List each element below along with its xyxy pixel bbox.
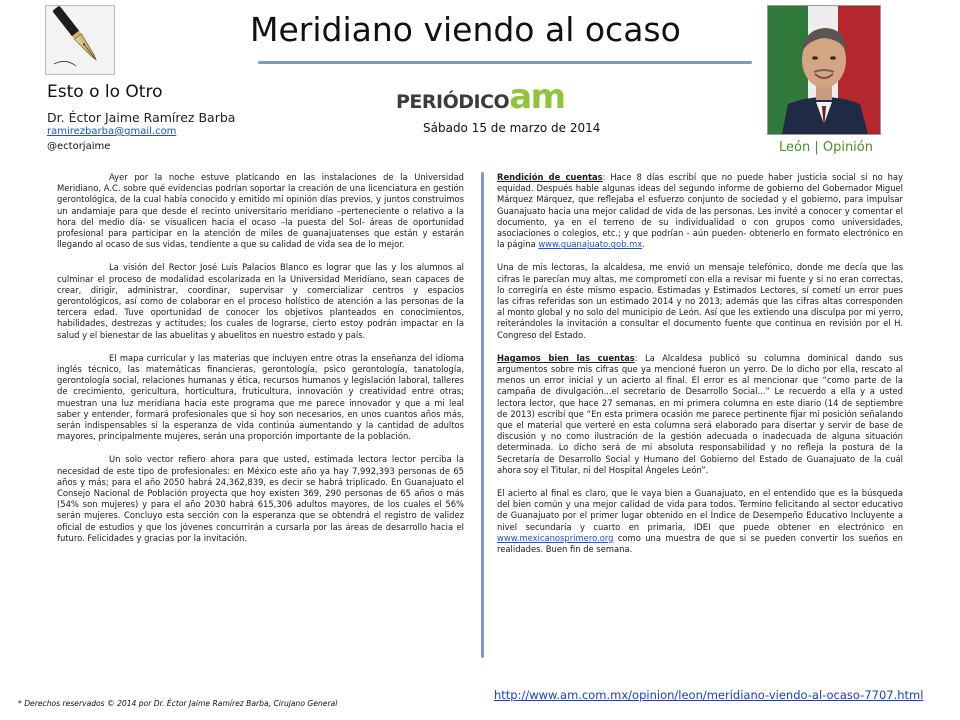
author-name: Dr. Éctor Jaime Ramírez Barba	[47, 110, 236, 125]
paragraph-text: : Hace 8 días escribí que no puede haber justicia social si no hay equidad. Después hable algunas ideas del segundo informe de gobierno del Gobernador Miguel Márquez Márquez, que reflejaba el esfuerzo conjunto de sociedad y el gobierno, para impulsar Guanajuato hacia una mejor calidad de vida de las personas. Les invité a conocer y comentar el documento, ya en el terreno de su individualidad o con grupos como universidades, asociaciones o colegios, etc.; y que podrían - aún pueden- obtenerlo en formato electrónico en la página	[497, 172, 903, 250]
column-name: Esto o lo Otro	[47, 82, 163, 102]
paragraph: Un solo vector refiero ahora para que usted, estimada lectora lector perciba la necesidad de este tipo de profesionales: en México este año ya hay 7,992,393 personas de 65 años y más; para el año 2050 habrá 24,362,839, es decir se habrá triplicado. En Guanajuato el Consejo Nacional de Población proyecta que hoy existen 369, 290 personas de 65 años o más (54% son mujeres) y para el año 2030 habrá 615,306 adultos mayores, de los cuales el 56% serán mujeres. Concluyo esta sección con la esperanza que se obtendrá el registro de validez oficial de estudios y que los jóvenes concurrirán a cursarla por las áreas de desarrollo hacia el futuro. Felicidades y gracias por la invitación.	[57, 454, 464, 543]
paragraph: La visión del Rector José Luis Palacios Blanco es lograr que las y los alumnos al culminar el proceso de modalidad escolarizada en la Universidad Meridiano, sean capaces de crear, dirigir, administrar, coordinar, supervisar y comercializar centros y espacios gerontológicos, así como de colaborar en el proceso holístico de atención a las personas de la tercera edad. Tuve oportunidad de conocer los objetivos planteados en conocimientos, habilidades, destrezas y actitudes; los cuales de lograrse, cierto estoy podrán impactar en la salud y el bienestar de las abuelitas y abuelitos en nuestro estado y país.	[57, 262, 464, 340]
author-photo	[767, 5, 881, 135]
mexicanosprimero-link[interactable]: www.mexicanosprimero.org	[497, 532, 614, 543]
copyright-notice: * Derechos reservados © 2014 por Dr. Éctor Jaime Ramírez Barba, Cirujano General	[18, 699, 338, 708]
publication-logo	[396, 77, 565, 117]
publication-logo-am: am	[509, 77, 565, 117]
paragraph-text: : La Alcaldesa publicó su columna dominical dando sus argumentos sobre mis cifras que ya mencioné fueron un yerro. De lo dicho por ella, rescato al menos un error inicial y un acierto al final. El error es al mencionar que “como parte de la campaña de divulgación...el secretario de Desarrollo Social...” Le recuerdo a ella y a usted lectora lector, que hace 27 semanas, en mi primera columna en este diario (14 de septiembre de 2013) escribí que “En esta primera ocasión me parece pertinente fijar mi posición señalando que el material que verteré en esta columna será elaborado para disertar y servir de base de discusión y no como ilustración de la gestión adecuada o inadecuada de alguna situación determinada. Lo dicho será de mi absoluta responsabilidad y no refleja la postura de la Secretaría de Desarrollo Social y Humano del Gobierno del Estado de Guanajuato de la cuál ahora soy el Titular, ni del Hospital Ángeles León”.	[497, 352, 904, 475]
publication-date: Sábado 15 de marzo de 2014	[423, 121, 601, 135]
title-underline	[258, 61, 752, 64]
article-column-right	[497, 172, 903, 567]
fountain-pen-icon	[45, 5, 115, 75]
author-twitter: @ectorjaime	[47, 141, 111, 152]
subheading: Rendición de cuentas	[497, 172, 603, 182]
subheading: Hagamos bien las cuentas	[497, 352, 635, 363]
column-divider	[481, 172, 484, 658]
paragraph	[497, 488, 903, 555]
section-label: León | Opinión	[779, 140, 873, 155]
paragraph-text: .	[642, 239, 645, 250]
author-email-link[interactable]: ramirezbarba@gmail.com	[47, 126, 177, 137]
article-column-left	[57, 172, 464, 556]
paragraph: El mapa curricular y las materias que incluyen entre otras la enseñanza del idioma inglés técnico, las matemáticas financieras, gerontología, psico gerontología, tanatología, gerontología social, relaciones humanas y ética, recursos humanos y legislación laboral, talleres de crecimiento, gericultura, horticultura, fruticultura, innovación y creatividad entre otras; muestran una luz meridiana hacia este programa que me parece innovador y que a mi leal saber y entender, formará profesionales que si hoy son necesarios, en unos cuantos años más, serán indispensables si la esperanza de vida continúa aumentando y la cantidad de adultos mayores, principalmente mujeres, serán una proporción importante de la población.	[57, 352, 464, 442]
paragraph	[497, 172, 903, 250]
paragraph-text: El acierto al final es claro, que le vaya bien a Guanajuato, en el entendido que es la búsqueda del bien común y una mejor calidad de vida para todos. Termino felicitando al sector educativo de Guanajuato por el primer lugar obtenido en el Índice de Desempeño Educativo Incluyente a nivel secundaria y cuarto en primaria, IDEI que puede obtener en electrónico en	[497, 488, 903, 532]
paragraph: Una de mis lectoras, la alcaldesa, me envió un mensaje telefónico, donde me decía que las cifras le parecían muy altas, me comprometí con ella a revisar mi fuente y si no eran correctas, lo corregiría en éste mismo espacio. Estimadas y Estimados Lectores, sí cometí un error pues las cifras referidas son un estimado 2014 y no 2013; además que las cifras altas corresponden al monto global y no solo del municipio de León. Así que les extiendo una disculpa por mi yerro, reiterándoles la invitación a consultar el documento fuente que continua en revisión por el H. Congreso del Estado.	[497, 262, 903, 340]
paragraph: Ayer por la noche estuve platicando en las instalaciones de la Universidad Meridiano, A.C. sobre qué evidencias podrían soportar la creación de una licenciatura en gestión gerontológica, de la cual había conocido y emitido mi opinión días previos, y juntos construimos un andamiaje para que desde el recinto universitario meridiano –perteneciente o relativo a la hora del medio día- se visualicen hacia el ocaso –la puesta del Sol- áreas de oportunidad profesional para participar en la atención de miles de guanajuatenses que están y estarán llegando al ocaso de sus vidas, tendiente a que su calidad de vida sea de lo mejor.	[57, 172, 464, 250]
article-title: Meridiano viendo al ocaso	[250, 10, 681, 49]
paragraph	[497, 353, 903, 476]
publication-logo-text: PERIÓDICO	[396, 91, 510, 113]
guanajuato-link[interactable]: www.guanajuato.gob.mx	[538, 239, 643, 250]
paragraph-text: como una muestra de que si se pueden convertir los sueños en realidades. Buen fin de semana.	[497, 532, 903, 555]
source-url-link[interactable]: http://www.am.com.mx/opinion/leon/meridiano-viendo-al-ocaso-7707.html	[494, 688, 924, 702]
